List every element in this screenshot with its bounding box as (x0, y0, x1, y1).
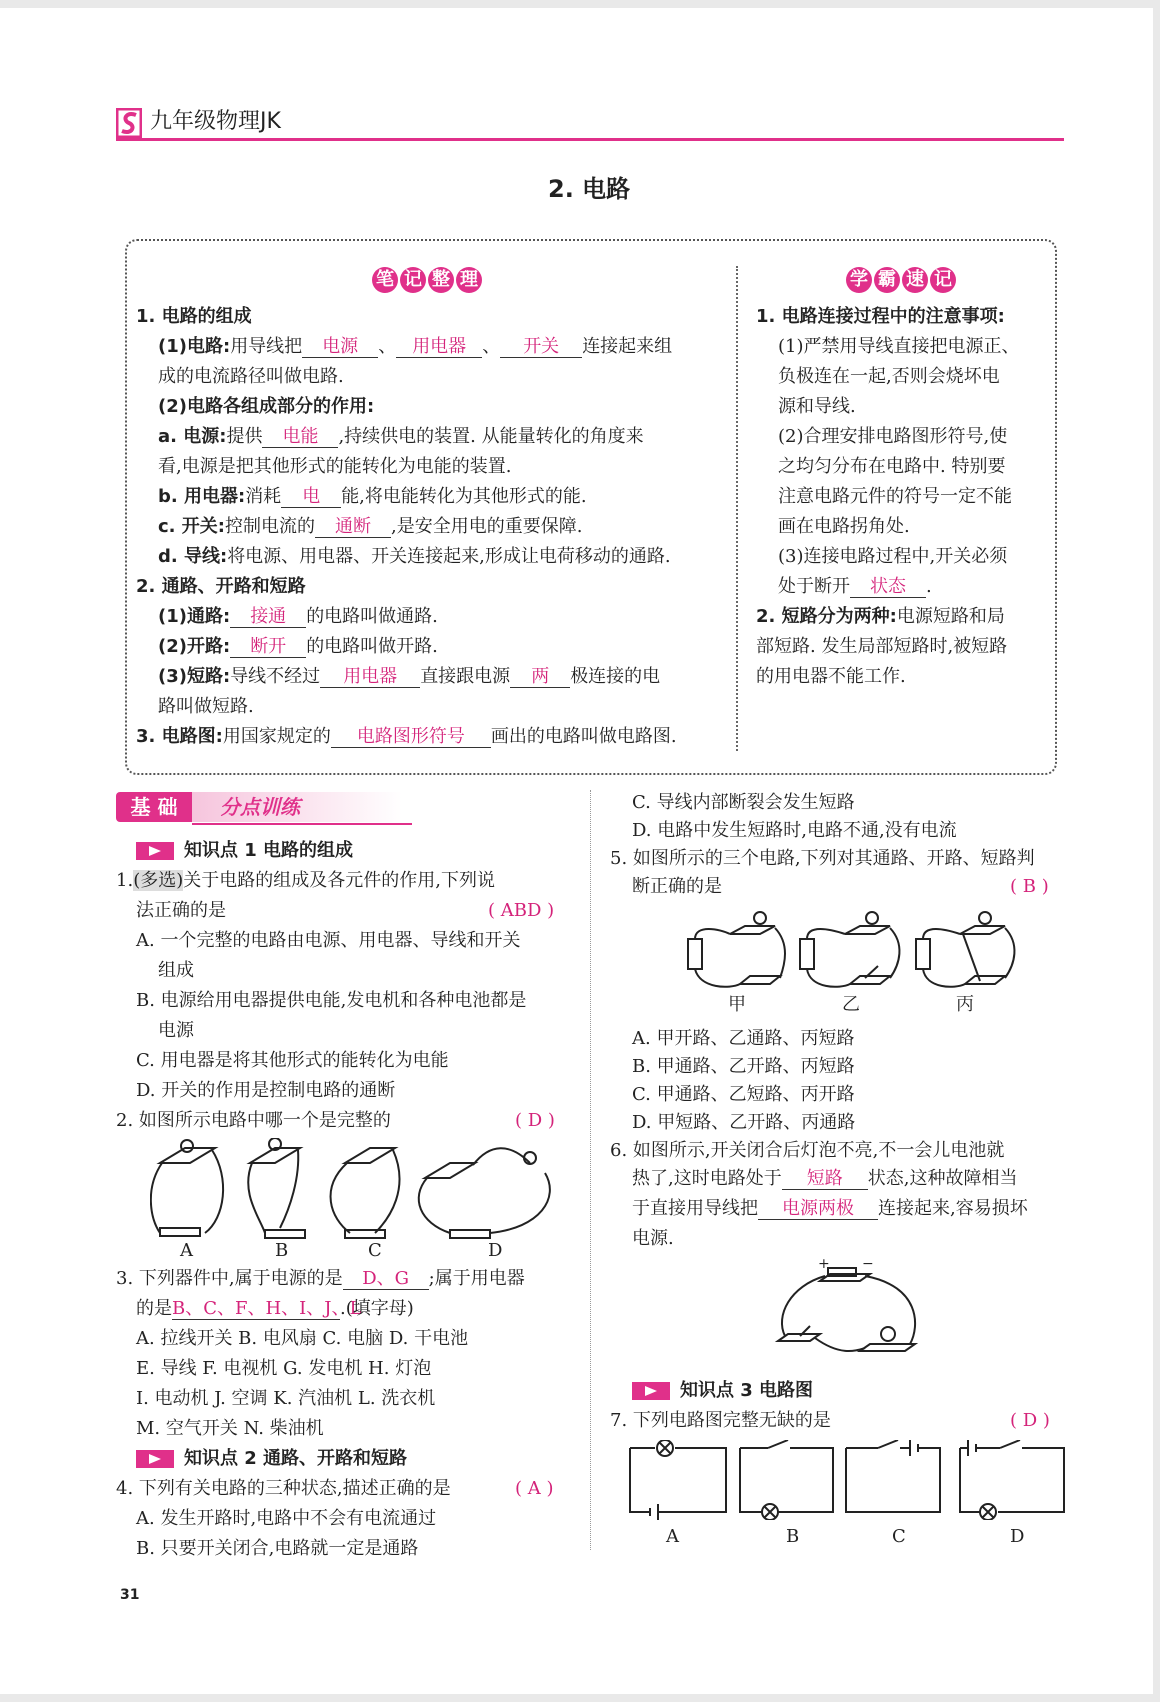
note-r10: 处于断开 状态 . (778, 576, 932, 597)
header-rule (116, 138, 1064, 141)
q5-opt-b: B. 甲通路、乙开路、丙短路 (632, 1056, 855, 1077)
q1-stem2: 法正确的是 (136, 900, 226, 921)
q5-answer: ( B ) (1010, 876, 1049, 897)
note-l9: d. 导线:将电源、用电器、开关连接起来,形成让电荷移动的通路. (158, 546, 671, 567)
q3-stem2: 的是B、C、F、H、I、J、L.(填字母) (136, 1298, 414, 1319)
heading-char: 理 (456, 267, 482, 293)
heading-char: 速 (902, 267, 928, 293)
kp3-heading: 知识点 3 电路图 (632, 1380, 813, 1402)
heading-char: 整 (428, 267, 454, 293)
section-banner (116, 790, 416, 826)
q1-opt-d: D. 开关的作用是控制电路的通断 (136, 1080, 396, 1101)
note-r12: 部短路. 发生局部短路时,被短路 (756, 636, 1008, 657)
note-l5: a. 电源:提供 电能 ,持续供电的装置. 从能量转化的角度来 (158, 426, 644, 447)
note-l12: (2)开路: 断开 的电路叫做开路. (158, 636, 438, 657)
note-l13: (3)短路:导线不经过 用电器 直接跟电源 两 极连接的电 (158, 666, 661, 687)
q1-stem: 1.(多选)关于电路的组成及各元件的作用,下列说 (116, 870, 495, 891)
play-icon (136, 842, 174, 860)
note-r13: 的用电器不能工作. (756, 666, 906, 687)
q3-row1: A. 拉线开关 B. 电风扇 C. 电脑 D. 干电池 (136, 1328, 469, 1349)
q5-opt-d: D. 甲短路、乙开路、丙通路 (632, 1112, 856, 1133)
banner-label-training: 分点训练 (220, 795, 300, 819)
q7-label-a: A (666, 1526, 679, 1547)
q5-stem: 5. 如图所示的三个电路,下列对其通路、开路、短路判 (610, 848, 1035, 869)
q2-label-d: D (488, 1240, 503, 1261)
q5-label-yi: 乙 (842, 994, 860, 1015)
note-r11: 2. 短路分为两种:电源短路和局 (756, 606, 1005, 627)
kp2-heading: 知识点 2 通路、开路和短路 (136, 1448, 407, 1470)
q5-figure (680, 904, 1020, 999)
q7-stem: 7. 下列电路图完整无缺的是 (610, 1410, 831, 1431)
page-number: 31 (120, 1587, 140, 1603)
q2-label-c: C (368, 1240, 382, 1261)
note-r8: 画在电路拐角处. (778, 516, 910, 537)
note-l1: 1. 电路的组成 (136, 306, 252, 327)
q4-stem: 4. 下列有关电路的三种状态,描述正确的是 (116, 1478, 451, 1499)
q5-opt-c: C. 甲通路、乙短路、丙开路 (632, 1084, 855, 1105)
q1-opt-c: C. 用电器是将其他形式的能转化为电能 (136, 1050, 449, 1071)
section-title: 2. 电路 (548, 175, 631, 203)
q7-label-b: B (786, 1526, 800, 1547)
heading-char: 霸 (874, 267, 900, 293)
q7-label-d: D (1010, 1526, 1025, 1547)
note-r3: 负极连在一起,否则会烧坏电 (778, 366, 1000, 387)
note-l7: b. 用电器:消耗 电 能,将电能转化为其他形式的能. (158, 486, 587, 507)
q4-answer: ( A ) (515, 1478, 554, 1499)
q4-opt-c: C. 导线内部断裂会发生短路 (632, 792, 855, 813)
note-l10: 2. 通路、开路和短路 (136, 576, 306, 597)
q1-opt-a2: 组成 (158, 960, 194, 981)
note-r5: (2)合理安排电路图形符号,使 (778, 426, 1008, 447)
note-l6: 看,电源是把其他形式的能转化为电能的装置. (158, 456, 512, 477)
q6-stem4: 电源. (632, 1228, 674, 1249)
note-l8: c. 开关:控制电流的 通断 ,是安全用电的重要保障. (158, 516, 583, 537)
q5-opt-a: A. 甲开路、乙通路、丙短路 (632, 1028, 855, 1049)
q4-opt-a: A. 发生开路时,电路中不会有电流通过 (136, 1508, 437, 1529)
heading-char: 学 (846, 267, 872, 293)
q6-figure (770, 1256, 930, 1366)
logo-icon (116, 108, 142, 138)
q1-opt-b: B. 电源给用电器提供电能,发电机和各种电池都是 (136, 990, 527, 1011)
q1-opt-a: A. 一个完整的电路由电源、用电器、导线和开关 (136, 930, 521, 951)
q5-label-bing: 丙 (956, 994, 974, 1015)
q3-stem: 3. 下列器件中,属于电源的是 D、G ;属于用电器 (116, 1268, 525, 1289)
note-r6: 之均匀分布在电路中. 特别要 (778, 456, 1006, 477)
q1-opt-b2: 电源 (158, 1020, 194, 1041)
q3-row2: E. 导线 F. 电视机 G. 发电机 H. 灯泡 (136, 1358, 432, 1379)
q3-row4: M. 空气开关 N. 柴油机 (136, 1418, 324, 1439)
note-l2: (1)电路:用导线把 电源 、 用电器 、 开关 连接起来组 (158, 336, 673, 357)
q7-figure (628, 1440, 1068, 1520)
q6-stem3: 于直接用导线把 电源两极 连接起来,容易损坏 (632, 1198, 1028, 1219)
q2-label-a: A (180, 1240, 193, 1261)
kp1-heading: 知识点 1 电路的组成 (136, 840, 353, 862)
heading-char: 笔 (372, 267, 398, 293)
play-icon (632, 1382, 670, 1400)
note-l11: (1)通路: 接通 的电路叫做通路. (158, 606, 438, 627)
page (0, 8, 1153, 1694)
play-icon (136, 1450, 174, 1468)
heading-char: 记 (930, 267, 956, 293)
q5-label-jia: 甲 (728, 994, 746, 1015)
banner-label-basic: 基 础 (116, 792, 192, 822)
q2-stem: 2. 如图所示电路中哪一个是完整的 (116, 1110, 391, 1131)
note-r9: (3)连接电路过程中,开关必须 (778, 546, 1008, 567)
q7-label-c: C (892, 1526, 906, 1547)
note-r1: 1. 电路连接过程中的注意事项: (756, 306, 1005, 327)
q5-stem2: 断正确的是 (632, 876, 722, 897)
q6-stem: 6. 如图所示,开关闭合后灯泡不亮,不一会儿电池就 (610, 1140, 1005, 1161)
note-l3: 成的电流路径叫做电路. (158, 366, 344, 387)
q4-opt-d: D. 电路中发生短路时,电路不通,没有电流 (632, 820, 957, 841)
q4-opt-b: B. 只要开关闭合,电路就一定是通路 (136, 1538, 419, 1559)
notes-right-heading (845, 267, 957, 293)
q2-label-b: B (275, 1240, 289, 1261)
note-r2: (1)严禁用导线直接把电源正、 (778, 336, 1020, 357)
q2-answer: ( D ) (515, 1110, 555, 1131)
note-r7: 注意电路元件的符号一定不能 (778, 486, 1012, 507)
notes-left-heading (371, 267, 483, 293)
note-l4: (2)电路各组成部分的作用: (158, 396, 375, 417)
q3-row3: I. 电动机 J. 空调 K. 汽油机 L. 洗衣机 (136, 1388, 436, 1409)
svg-text:−: − (862, 1256, 874, 1272)
note-r4: 源和导线. (778, 396, 856, 417)
notes-divider (736, 266, 738, 751)
heading-char: 记 (400, 267, 426, 293)
q1-answer: ( ABD ) (488, 900, 555, 921)
header-title: 九年级物理JK (150, 109, 281, 134)
note-l14: 路叫做短路. (158, 696, 254, 717)
svg-text:+: + (818, 1256, 830, 1272)
q7-answer: ( D ) (1010, 1410, 1050, 1431)
note-l15: 3. 电路图:用国家规定的 电路图形符号 画出的电路叫做电路图. (136, 726, 677, 747)
column-divider (590, 790, 591, 1550)
q6-stem2: 热了,这时电路处于 短路 状态,这种故障相当 (632, 1168, 1018, 1189)
q2-figure (150, 1138, 570, 1248)
